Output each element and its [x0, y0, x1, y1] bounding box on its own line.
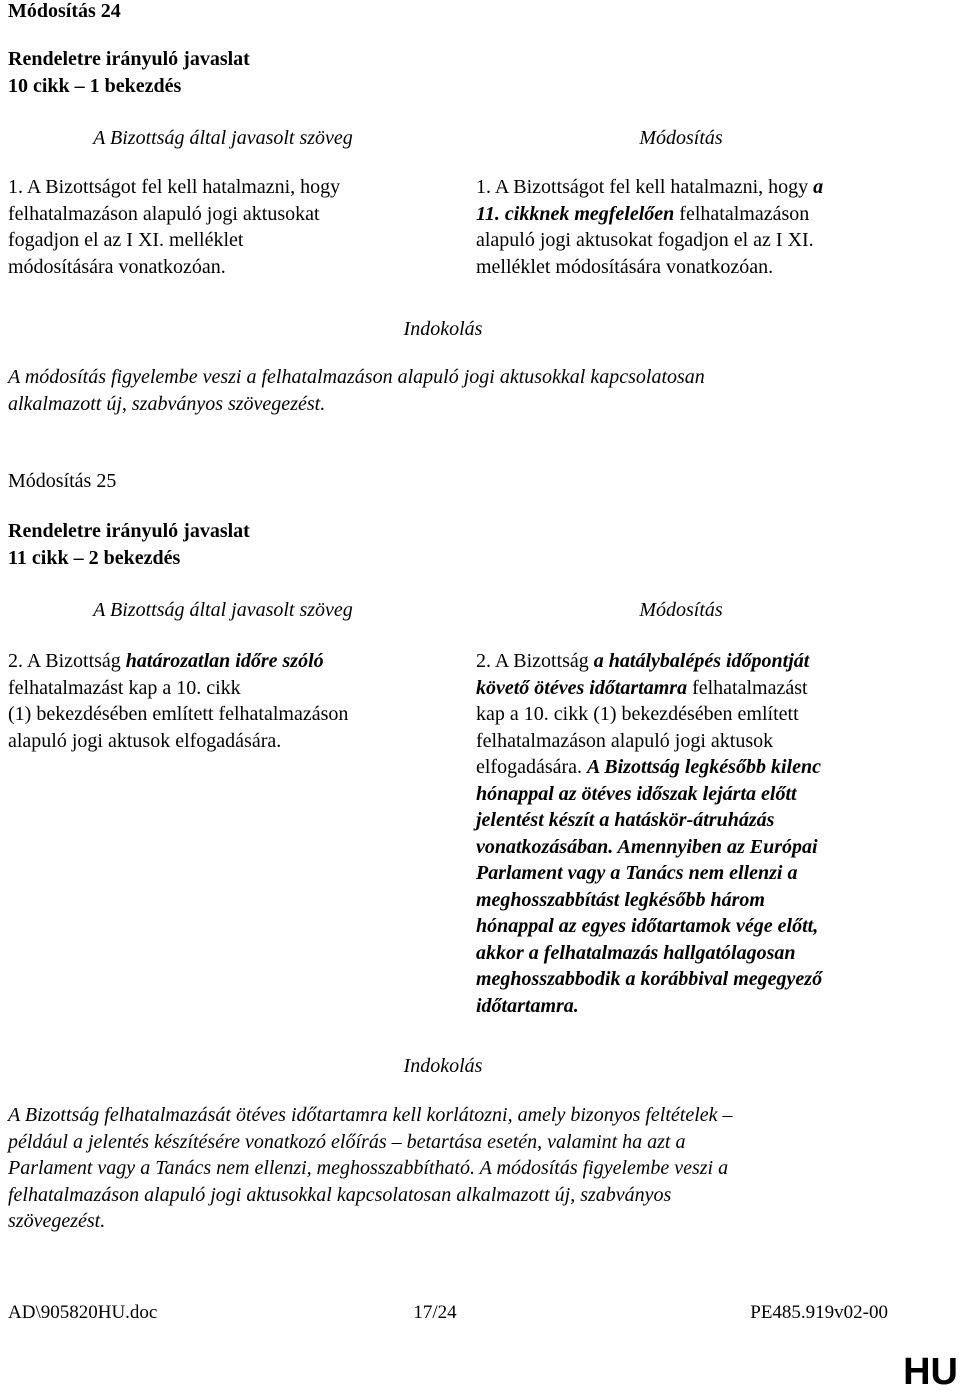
footer-pe-reference: PE485.919v02-00	[750, 1302, 888, 1323]
text-line: fogadjon el az I XI. melléklet	[8, 229, 244, 251]
amendment-24-justification-title: Indokolás	[403, 318, 483, 340]
amendment-25-justification	[8, 1102, 938, 1235]
text-line: (1) bekezdésében említett felhatalmazáson	[8, 703, 349, 725]
text-line: alapuló jogi aktusokat fogadjon el az I XI.	[476, 229, 814, 251]
text-line: alapuló jogi aktusok elfogadására.	[8, 729, 282, 752]
emphasis-run: a	[813, 176, 824, 198]
text-run: 1. A Bizottságot fel kell hatalmazni, hogy	[476, 176, 814, 198]
amendment-24-justification	[8, 364, 918, 417]
text-run: 2. A Bizottság	[8, 650, 126, 672]
text-line: 1. A Bizottságot fel kell hatalmazni, hogy	[8, 176, 341, 198]
text-line: módosítására vonatkozóan.	[8, 255, 226, 278]
emphasis-line: vonatkozásában. Amennyiben az Európai	[476, 835, 818, 858]
text-line: A módosítás figyelembe veszi a felhatalmazáson alapuló jogi aktusokkal kapcsolatosan	[8, 366, 705, 388]
text-line	[476, 174, 916, 201]
amendment-24-title-line2: 10 cikk – 1 bekezdés	[8, 74, 182, 97]
text-line: kap a 10. cikk (1) bekezdésében említett	[476, 703, 799, 725]
text-run: felhatalmazáson	[674, 202, 810, 225]
emphasis-run: határozatlan időre szóló	[125, 650, 324, 672]
amendment-24-title-line1: Rendeletre irányuló javaslat	[8, 48, 250, 70]
emphasis-run: a hatálybalépés időpontját	[593, 650, 810, 672]
amendment-24-number: Módosítás 24	[8, 0, 121, 22]
amendment-24-original-text	[8, 174, 428, 280]
text-line: felhatalmazást kap a 10. cikk	[8, 676, 241, 699]
emphasis-run: követő ötéves időtartamra	[476, 676, 688, 699]
text-line: melléklet módosítására vonatkozóan.	[476, 255, 774, 278]
amendment-25-title-line1: Rendeletre irányuló javaslat	[8, 520, 250, 542]
text-line	[476, 201, 916, 228]
text-line: alkalmazott új, szabványos szövegezést.	[8, 392, 326, 415]
amendment-24-left-header: A Bizottság által javasolt szöveg	[93, 127, 353, 149]
amendment-25-right-header: Módosítás	[639, 599, 723, 621]
emphasis-line: akkor a felhatalmazás hallgatólagosan	[476, 941, 796, 964]
amendment-25-amended-text	[476, 648, 916, 1019]
amendment-25-title-line2: 11 cikk – 2 bekezdés	[8, 546, 181, 569]
amendment-25-number: Módosítás 25	[8, 470, 117, 492]
text-line	[476, 675, 916, 702]
emphasis-line: hónappal az egyes időtartamok vége előtt,	[476, 915, 819, 937]
text-line: Parlament vagy a Tanács nem ellenzi, meghosszabbítható. A módosítás figyelembe veszi a	[8, 1157, 729, 1179]
amendment-25-left-header: A Bizottság által javasolt szöveg	[93, 599, 353, 621]
amendment-25-title	[8, 518, 250, 571]
emphasis-line: Parlament vagy a Tanács nem ellenzi a	[476, 862, 798, 884]
amendment-24-amended-text	[476, 174, 916, 280]
text-line	[8, 648, 428, 675]
text-run: elfogadására.	[476, 756, 588, 778]
text-run: felhatalmazást	[687, 676, 808, 699]
text-run: 2. A Bizottság	[476, 650, 594, 672]
footer-document-reference: AD\905820HU.doc	[8, 1302, 158, 1323]
footer-language-code: HU	[903, 1351, 958, 1393]
text-line: például a jelentés készítésére vonatkozó előírás – betartása esetén, valamint ha azt a	[8, 1130, 686, 1153]
amendment-24-right-header: Módosítás	[639, 127, 723, 149]
text-line	[476, 754, 916, 781]
emphasis-line: hónappal az ötéves időszak lejárta előtt	[476, 782, 797, 805]
emphasis-line: időtartamra.	[476, 994, 579, 1017]
emphasis-run: A Bizottság legkésőbb kilenc	[587, 756, 821, 778]
footer-page-number: 17/24	[413, 1302, 457, 1323]
text-line: szövegezést.	[8, 1210, 106, 1232]
emphasis-line: jelentést készít a hatáskör-átruházás	[476, 809, 775, 831]
emphasis-run: 11. cikknek megfelelően	[476, 202, 675, 225]
emphasis-line: meghosszabbodik a korábbival megegyező	[476, 968, 823, 990]
amendment-24-title	[8, 46, 250, 99]
text-line: felhatalmazáson alapuló jogi aktusok	[476, 729, 774, 752]
text-line: A Bizottság felhatalmazását ötéves időtartamra kell korlátozni, amely bizonyos feltételek –	[8, 1104, 733, 1126]
emphasis-line: meghosszabbítást legkésőbb három	[476, 888, 765, 911]
amendment-25-original-text	[8, 648, 428, 754]
text-line: felhatalmazáson alapuló jogi aktusokkal kapcsolatosan alkalmazott új, szabványos	[8, 1183, 672, 1206]
amendment-25-justification-title: Indokolás	[403, 1055, 483, 1077]
text-line	[476, 648, 916, 675]
text-line: felhatalmazáson alapuló jogi aktusokat	[8, 202, 320, 225]
